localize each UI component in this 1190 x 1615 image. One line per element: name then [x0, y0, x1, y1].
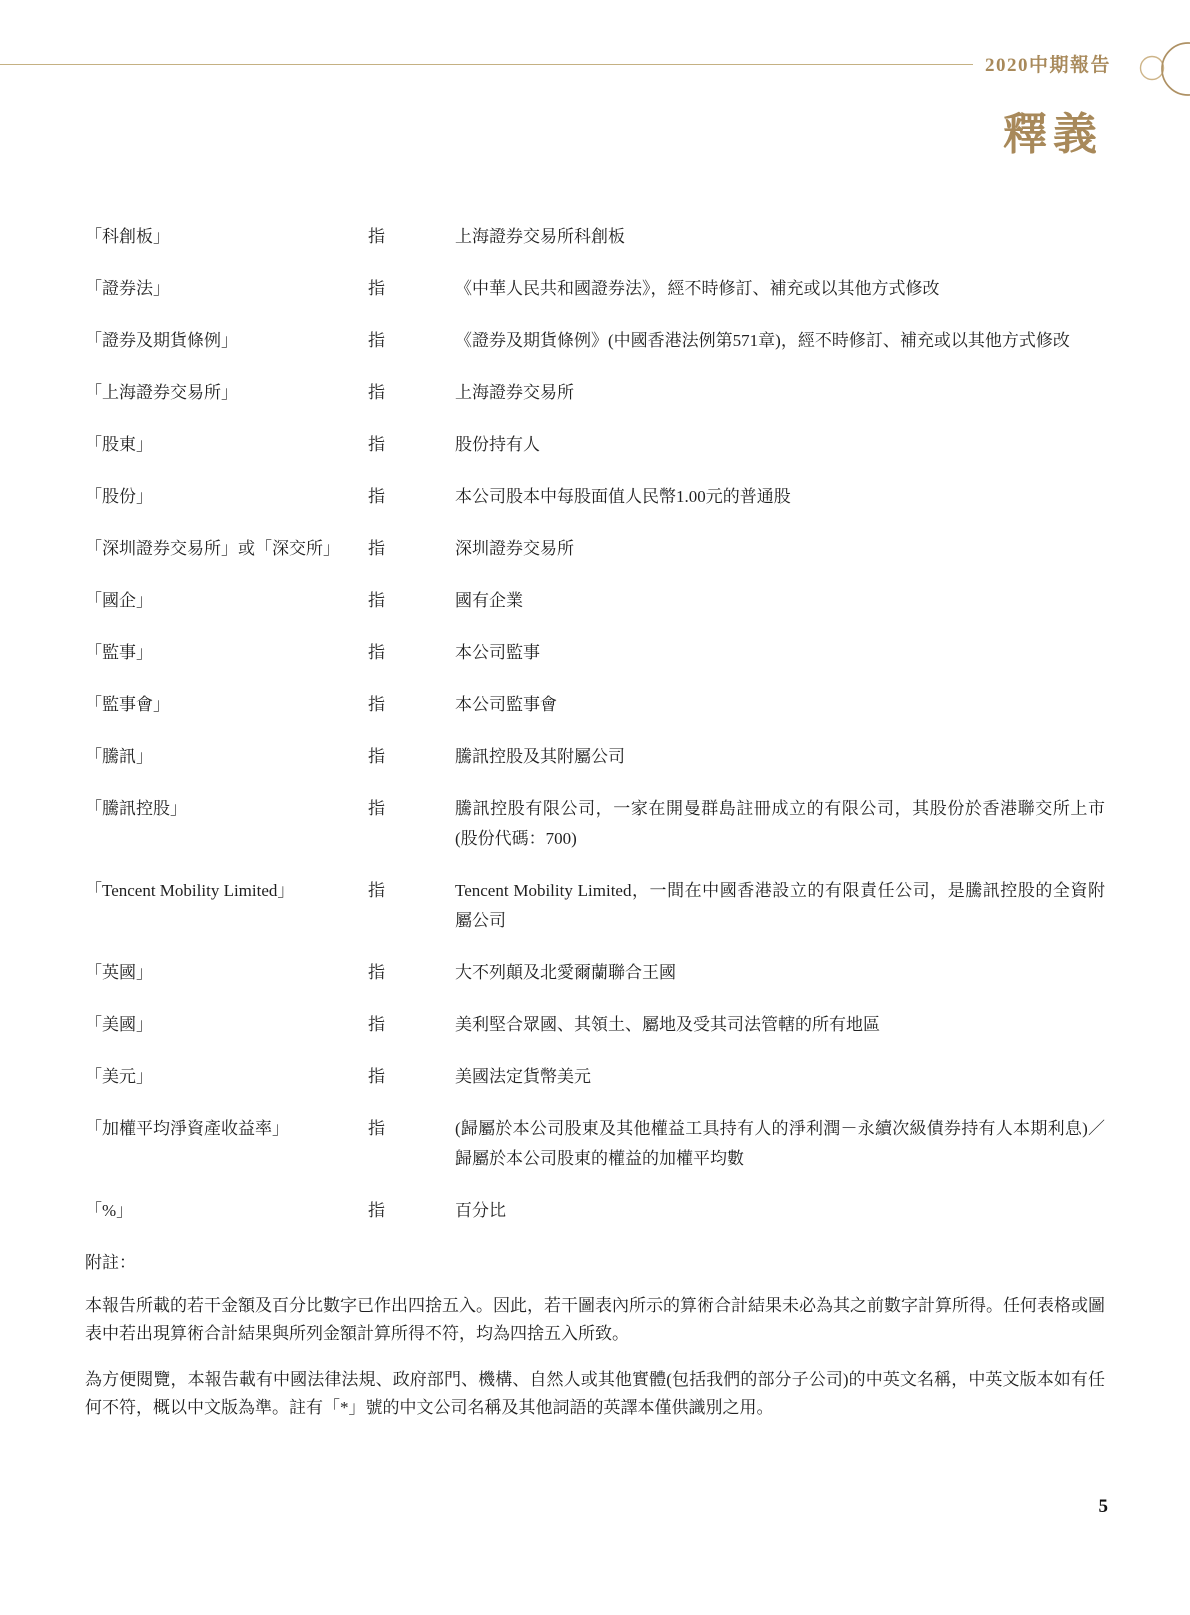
glossary-row [85, 534, 1105, 564]
definition: 騰訊控股有限公司，一家在開曼群島註冊成立的有限公司，其股份於香港聯交所上市(股份代碼：700) [455, 799, 1105, 848]
definition: 騰訊控股及其附屬公司 [455, 747, 625, 766]
definition: 上海證券交易所 [455, 383, 574, 402]
definition: 國有企業 [455, 591, 523, 610]
term: 「科創板」 [85, 227, 170, 246]
note-paragraph: 本報告所載的若干金額及百分比數字已作出四捨五入。因此，若干圖表內所示的算術合計結果未必為其之前數字計算所得。任何表格或圖表中若出現算術合計結果與所列金額計算所得不符，均為四捨五入所致。 [85, 1296, 1105, 1343]
definition: 股份持有人 [455, 435, 540, 454]
glossary-row [85, 378, 1105, 408]
zhi-label: 指 [368, 435, 385, 454]
term: 「上海證券交易所」 [85, 383, 238, 402]
definition: 美國法定貨幣美元 [455, 1067, 591, 1086]
zhi-label: 指 [368, 747, 385, 766]
glossary-row [85, 742, 1105, 772]
glossary-row [85, 958, 1105, 988]
term: 「監事」 [85, 643, 153, 662]
glossary-row [85, 430, 1105, 460]
term: 「監事會」 [85, 695, 170, 714]
definition: (歸屬於本公司股東及其他權益工具持有人的淨利潤－永續次級債券持有人本期利息)／歸屬於本公司股東的權益的加權平均數 [455, 1119, 1105, 1168]
zhi-label: 指 [368, 487, 385, 506]
zhi-label: 指 [368, 1201, 385, 1220]
zhi-label: 指 [368, 539, 385, 558]
glossary-row [85, 1114, 1105, 1174]
definition: 美利堅合眾國、其領土、屬地及受其司法管轄的所有地區 [455, 1015, 880, 1034]
definition: 大不列顛及北愛爾蘭聯合王國 [455, 963, 676, 982]
term: 「騰訊」 [85, 747, 153, 766]
glossary-row [85, 1062, 1105, 1092]
glossary-row [85, 222, 1105, 252]
glossary-row [85, 482, 1105, 512]
glossary-row [85, 638, 1105, 668]
definition: 百分比 [455, 1201, 506, 1220]
page-title: 釋義 [1003, 110, 1103, 159]
term: 「深圳證券交易所」或「深交所」 [85, 539, 340, 558]
glossary-row [85, 1196, 1105, 1226]
zhi-label: 指 [368, 591, 385, 610]
glossary-row [85, 586, 1105, 616]
glossary-row [85, 690, 1105, 720]
term: 「Tencent Mobility Limited」 [85, 881, 295, 900]
term: 「美元」 [85, 1067, 153, 1086]
term: 「證券及期貨條例」 [85, 331, 238, 350]
definition: 本公司監事 [455, 643, 540, 662]
term: 「股東」 [85, 435, 153, 454]
definition: 《證券及期貨條例》(中國香港法例第571章)，經不時修訂、補充或以其他方式修改 [455, 331, 1070, 350]
header-divider-line [0, 64, 973, 65]
notes-heading: 附註： [85, 1253, 136, 1272]
zhi-label: 指 [368, 383, 385, 402]
term: 「英國」 [85, 963, 153, 982]
term: 「加權平均淨資產收益率」 [85, 1119, 289, 1138]
zhi-label: 指 [368, 331, 385, 350]
zhi-label: 指 [368, 227, 385, 246]
definition: 本公司監事會 [455, 695, 557, 714]
glossary-row [85, 876, 1105, 936]
zhi-label: 指 [368, 279, 385, 298]
term: 「騰訊控股」 [85, 799, 187, 818]
decorative-circles-icon [1110, 30, 1190, 110]
term: 「美國」 [85, 1015, 153, 1034]
zhi-label: 指 [368, 799, 385, 818]
definition: 上海證券交易所科創板 [455, 227, 625, 246]
zhi-label: 指 [368, 881, 385, 900]
glossary-row [85, 274, 1105, 304]
glossary-row [85, 1010, 1105, 1040]
zhi-label: 指 [368, 963, 385, 982]
zhi-label: 指 [368, 695, 385, 714]
glossary-row [85, 326, 1105, 356]
glossary-table [85, 222, 1105, 1422]
zhi-label: 指 [368, 1067, 385, 1086]
notes-section [85, 1248, 1105, 1422]
zhi-label: 指 [368, 643, 385, 662]
zhi-label: 指 [368, 1119, 385, 1138]
zhi-label: 指 [368, 1015, 385, 1034]
report-label: 2020中期報告 [985, 55, 1112, 76]
page-number: 5 [1098, 1496, 1108, 1517]
term: 「國企」 [85, 591, 153, 610]
glossary-row [85, 794, 1105, 854]
term: 「%」 [85, 1201, 134, 1220]
term: 「股份」 [85, 487, 153, 506]
definition: 本公司股本中每股面值人民幣1.00元的普通股 [455, 487, 791, 506]
small-circle-icon [1141, 57, 1164, 80]
large-circle-icon [1162, 43, 1190, 95]
note-paragraph: 為方便閱覽，本報告載有中國法律法規、政府部門、機構、自然人或其他實體(包括我們的部分子公司)的中英文名稱，中英文版本如有任何不符，概以中文版為準。註有「*」號的中文公司名稱及其他詞語的英譯本僅供識別之用。 [85, 1370, 1105, 1417]
definition: 《中華人民共和國證券法》，經不時修訂、補充或以其他方式修改 [455, 279, 940, 298]
definition: 深圳證券交易所 [455, 539, 574, 558]
definition: Tencent Mobility Limited，一間在中國香港設立的有限責任公司，是騰訊控股的全資附屬公司 [455, 881, 1105, 930]
term: 「證券法」 [85, 279, 170, 298]
